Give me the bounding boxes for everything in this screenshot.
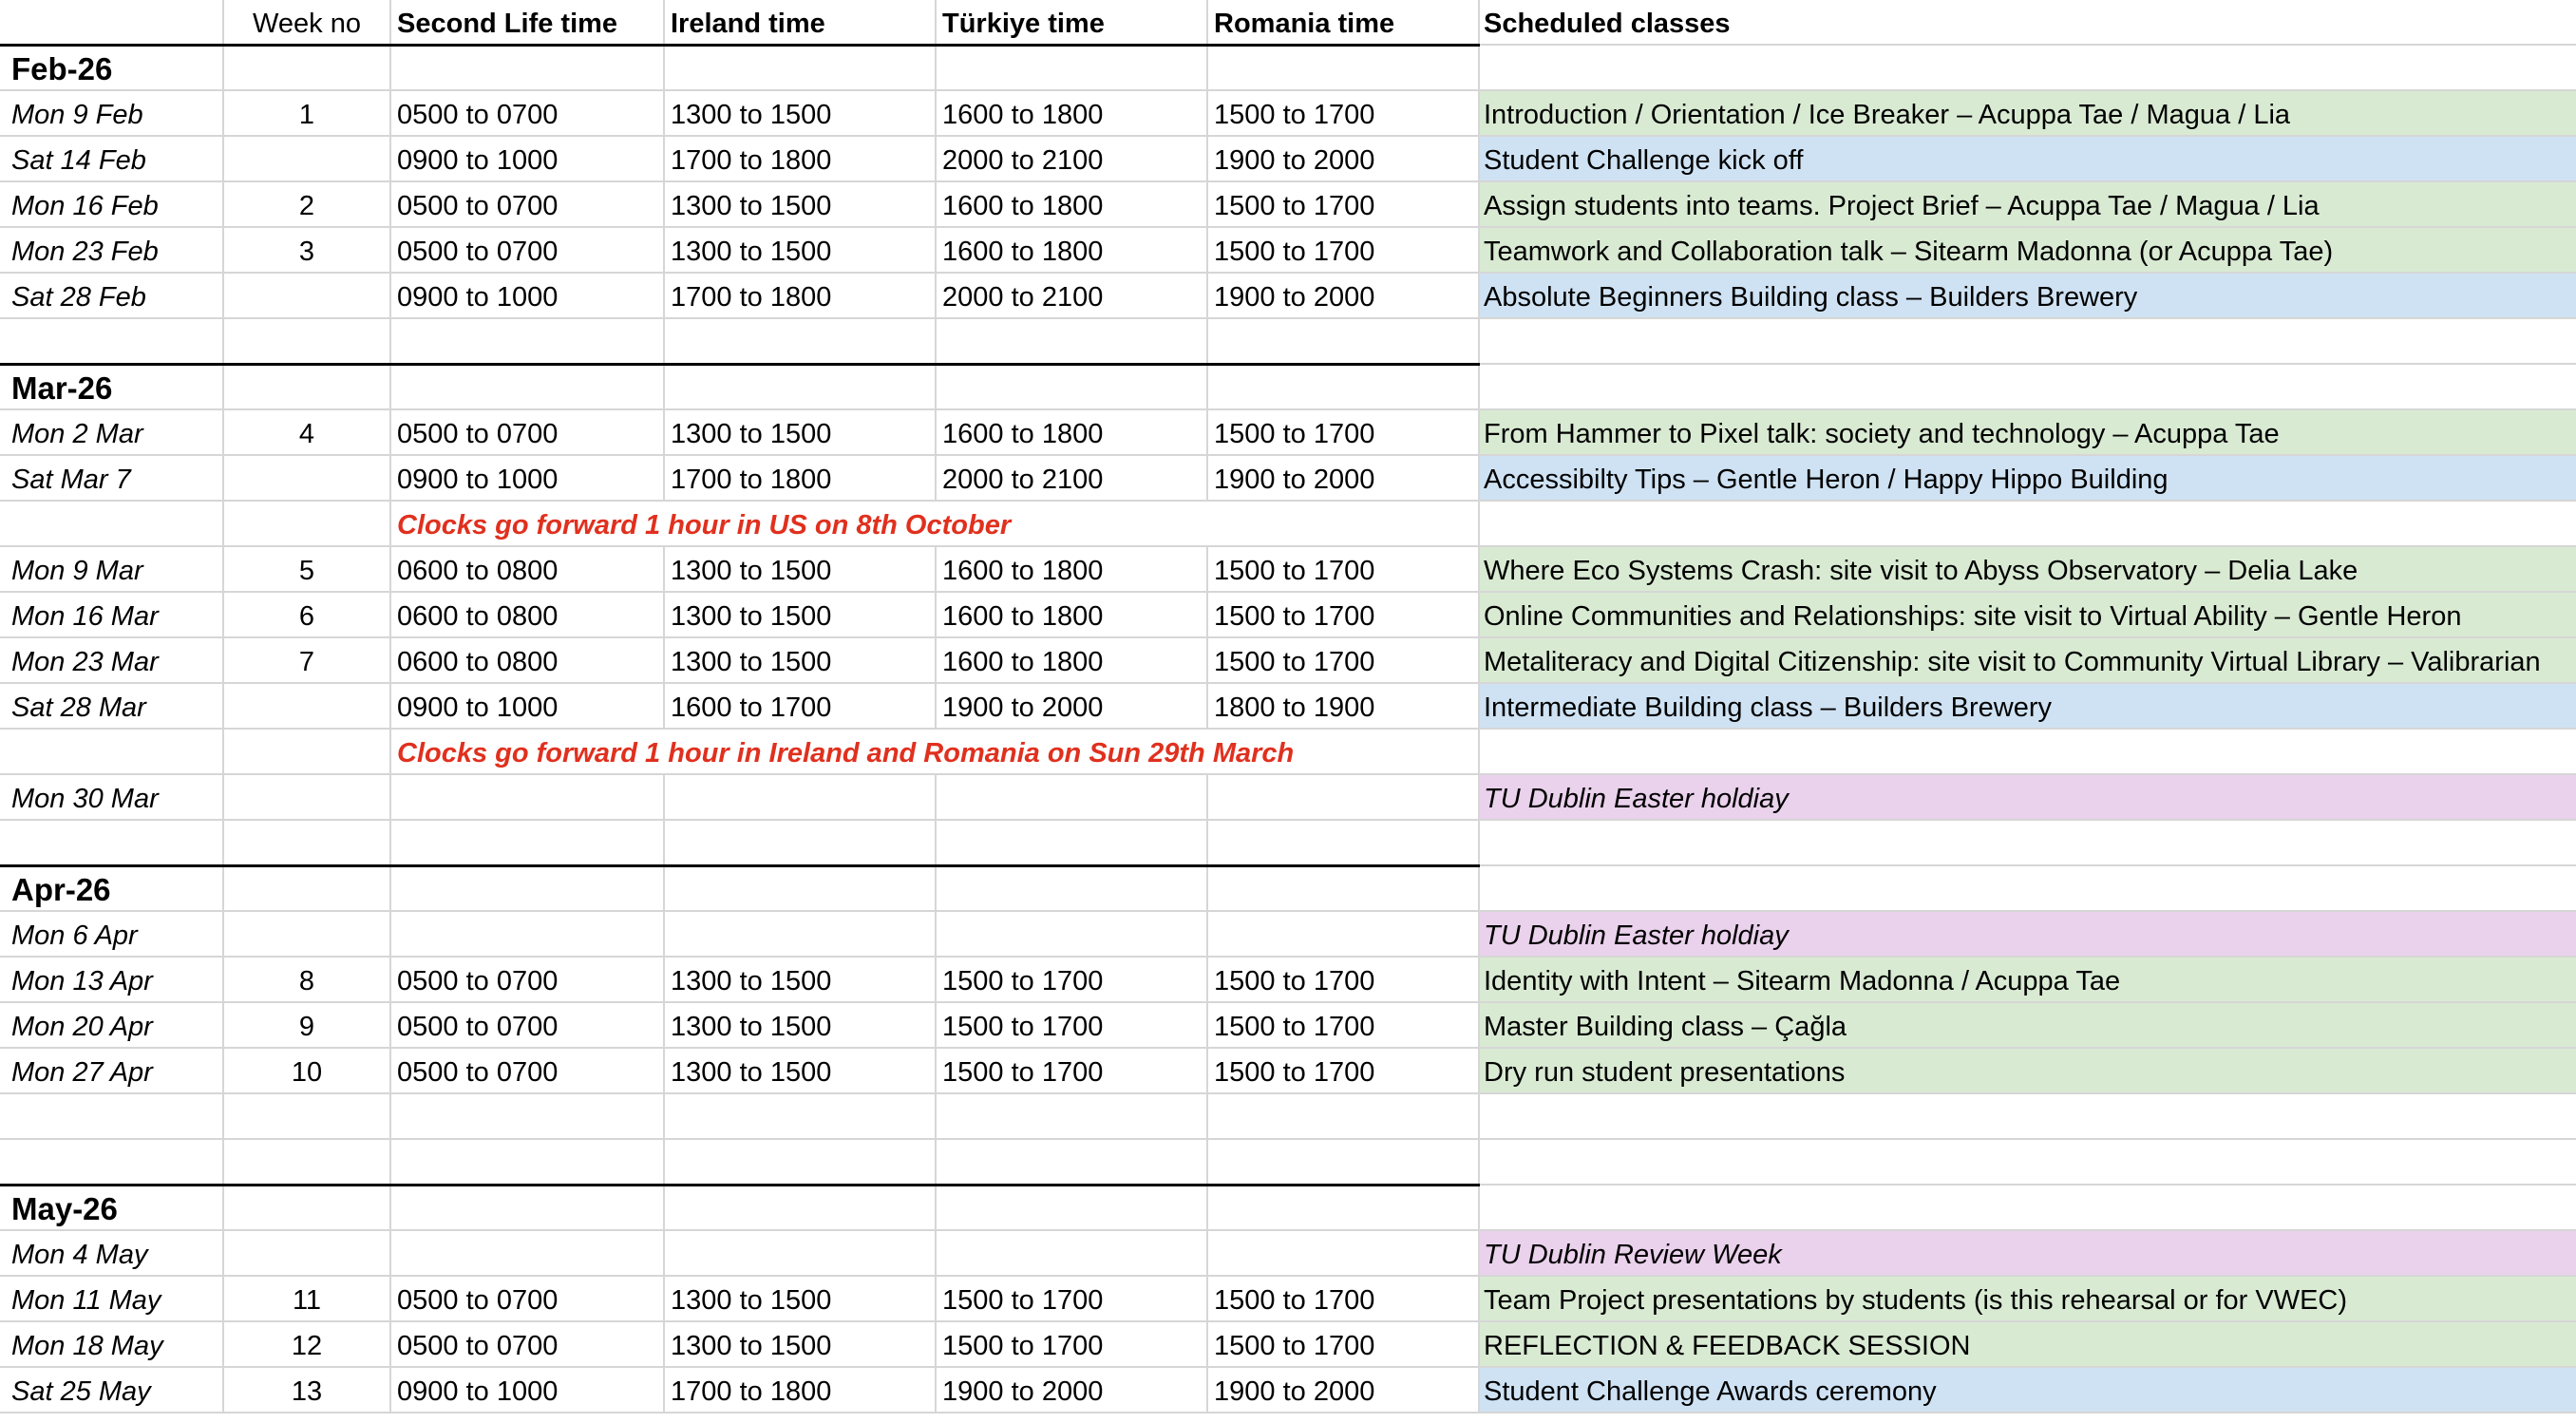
cell-ireland-time[interactable]: 1300 to 1500 (665, 593, 937, 636)
cell-week-no[interactable]: 13 (224, 1368, 391, 1412)
cell-week-no[interactable] (224, 684, 391, 728)
cell-scheduled-class[interactable]: Student Challenge kick off (1480, 137, 2576, 180)
cell-second-life-time[interactable]: 0900 to 1000 (391, 274, 665, 317)
section-divider (0, 44, 1480, 47)
cell-romania-time[interactable]: 1500 to 1700 (1208, 1049, 1480, 1092)
cell-romania-time[interactable] (1208, 821, 1480, 864)
cell-ireland-time[interactable]: 1300 to 1500 (665, 228, 937, 272)
cell-turkiye-time[interactable]: 1600 to 1800 (937, 182, 1208, 226)
cell-week-no[interactable] (224, 866, 391, 910)
cell-week-no[interactable] (224, 274, 391, 317)
cell-date[interactable] (0, 319, 224, 363)
cell-date[interactable]: Mon 20 Apr (0, 1003, 224, 1047)
cell-week-no[interactable] (224, 319, 391, 363)
cell-scheduled-class[interactable] (1480, 319, 2576, 363)
cell-date[interactable]: Mon 23 Mar (0, 638, 224, 682)
cell-scheduled-class[interactable]: Team Project presentations by students (is this rehearsal or for VWEC) (1480, 1277, 2576, 1320)
cell-romania-time[interactable] (1208, 730, 1480, 773)
cell-turkiye-time[interactable] (937, 775, 1208, 819)
cell-date[interactable]: Mar-26 (0, 365, 224, 408)
cell-date[interactable]: Mon 18 May (0, 1322, 224, 1366)
cell-romania-time[interactable] (1208, 775, 1480, 819)
cell-date[interactable]: Mon 2 Mar (0, 410, 224, 454)
cell-ireland-time[interactable] (665, 866, 937, 910)
cell-week-no[interactable]: 8 (224, 958, 391, 1001)
cell-second-life-time[interactable] (391, 821, 665, 864)
cell-date[interactable] (0, 502, 224, 545)
table-row (0, 593, 2576, 638)
cell-second-life-time[interactable]: 0500 to 0700 (391, 1322, 665, 1366)
cell-second-life-time[interactable]: 0500 to 0700 (391, 1049, 665, 1092)
cell-week-no[interactable] (224, 502, 391, 545)
cell-turkiye-time[interactable] (937, 502, 1208, 545)
cell-ireland-time[interactable] (665, 502, 937, 545)
cell-romania-time[interactable]: 1900 to 2000 (1208, 1368, 1480, 1412)
table-row (0, 274, 2576, 319)
cell-romania-time[interactable] (1208, 46, 1480, 89)
cell-date[interactable] (0, 1140, 224, 1184)
cell-week-no[interactable]: 1 (224, 91, 391, 135)
header-row (0, 0, 2576, 46)
cell-second-life-time[interactable]: 0900 to 1000 (391, 456, 665, 500)
cell-scheduled-class[interactable]: TU Dublin Easter holdiay (1480, 912, 2576, 956)
cell-romania-time[interactable] (1208, 1186, 1480, 1229)
cell-scheduled-class[interactable]: From Hammer to Pixel talk: society and technology – Acuppa Tae (1480, 410, 2576, 454)
cell-scheduled-class[interactable]: TU Dublin Review Week (1480, 1231, 2576, 1275)
cell-scheduled-class[interactable]: Master Building class – Çağla (1480, 1003, 2576, 1047)
cell-turkiye-time[interactable]: 1900 to 2000 (937, 1368, 1208, 1412)
table-row (0, 456, 2576, 502)
cell-scheduled-class[interactable] (1480, 502, 2576, 545)
table-row (0, 775, 2576, 821)
cell-ireland-time[interactable] (665, 1186, 937, 1229)
cell-second-life-time[interactable]: 0500 to 0700 (391, 91, 665, 135)
cell-second-life-time[interactable]: 0900 to 1000 (391, 684, 665, 728)
cell-week-no[interactable] (224, 456, 391, 500)
cell-romania-time[interactable]: 1500 to 1700 (1208, 91, 1480, 135)
cell-romania-time[interactable]: 1500 to 1700 (1208, 1003, 1480, 1047)
cell-romania-time[interactable]: 1500 to 1700 (1208, 1322, 1480, 1366)
cell-ireland-time[interactable]: 1300 to 1500 (665, 182, 937, 226)
cell-turkiye-time[interactable]: 2000 to 2100 (937, 456, 1208, 500)
cell-second-life-time[interactable] (391, 1140, 665, 1184)
cell-week-no[interactable]: 11 (224, 1277, 391, 1320)
section-divider (0, 864, 1480, 867)
cell-week-no[interactable]: 7 (224, 638, 391, 682)
table-row (0, 684, 2576, 730)
cell-second-life-time[interactable]: 0500 to 0700 (391, 1277, 665, 1320)
note-row (0, 730, 2576, 775)
cell-ireland-time[interactable] (665, 1231, 937, 1275)
cell-ireland-time[interactable]: 1300 to 1500 (665, 410, 937, 454)
cell-date[interactable]: Mon 27 Apr (0, 1049, 224, 1092)
table-row (0, 1049, 2576, 1094)
cell-ireland-time[interactable] (665, 912, 937, 956)
cell-date[interactable]: Mon 30 Mar (0, 775, 224, 819)
month-row (0, 365, 2576, 410)
cell-scheduled-class[interactable]: Absolute Beginners Building class – Builders Brewery (1480, 274, 2576, 317)
table-row (0, 1368, 2576, 1414)
cell-turkiye-time[interactable] (937, 46, 1208, 89)
cell-second-life-time[interactable]: 0600 to 0800 (391, 638, 665, 682)
cell-turkiye-time[interactable]: 2000 to 2100 (937, 274, 1208, 317)
cell-second-life-time[interactable] (391, 912, 665, 956)
cell-scheduled-class[interactable] (1480, 866, 2576, 910)
cell-romania-time[interactable]: 1500 to 1700 (1208, 593, 1480, 636)
cell-second-life-time[interactable]: 0500 to 0700 (391, 1003, 665, 1047)
cell-date[interactable]: Sat 25 May (0, 1368, 224, 1412)
cell-ireland-time[interactable] (665, 1094, 937, 1138)
cell-date[interactable]: Sat 28 Mar (0, 684, 224, 728)
cell-ireland-time[interactable] (665, 46, 937, 89)
cell-date[interactable]: Mon 23 Feb (0, 228, 224, 272)
cell-turkiye-time[interactable] (937, 866, 1208, 910)
cell-turkiye-time[interactable] (937, 1231, 1208, 1275)
cell-scheduled-class[interactable]: TU Dublin Easter holdiay (1480, 775, 2576, 819)
note-row (0, 502, 2576, 547)
cell-week-no[interactable]: 5 (224, 547, 391, 591)
cell-ireland-time[interactable]: 1600 to 1700 (665, 684, 937, 728)
cell-turkiye-time[interactable]: 1600 to 1800 (937, 638, 1208, 682)
cell-turkiye-time[interactable]: 1900 to 2000 (937, 684, 1208, 728)
cell-ireland-time[interactable] (665, 775, 937, 819)
cell-date[interactable]: Sat 14 Feb (0, 137, 224, 180)
cell-romania-time[interactable] (1208, 1140, 1480, 1184)
table-row (0, 182, 2576, 228)
month-row (0, 46, 2576, 91)
cell-date[interactable]: Mon 16 Mar (0, 593, 224, 636)
cell-scheduled-class[interactable] (1480, 365, 2576, 408)
cell-second-life-time[interactable] (391, 319, 665, 363)
cell-romania-time[interactable]: 1500 to 1700 (1208, 182, 1480, 226)
cell-date[interactable] (0, 821, 224, 864)
cell-scheduled-class[interactable]: Metaliteracy and Digital Citizenship: site visit to Community Virtual Library – Valibrarian (1480, 638, 2576, 682)
cell-ireland-time[interactable]: 1300 to 1500 (665, 1277, 937, 1320)
cell-romania-time[interactable] (1208, 365, 1480, 408)
cell-scheduled-class[interactable] (1480, 46, 2576, 89)
month-row (0, 866, 2576, 912)
cell-romania-time[interactable]: 1900 to 2000 (1208, 274, 1480, 317)
table-row (0, 912, 2576, 958)
section-divider (0, 1184, 1480, 1186)
cell-romania-time[interactable] (1208, 1231, 1480, 1275)
cell-ireland-time[interactable]: 1700 to 1800 (665, 1368, 937, 1412)
cell-romania-time[interactable]: 1500 to 1700 (1208, 958, 1480, 1001)
cell-turkiye-time[interactable] (937, 1186, 1208, 1229)
cell-scheduled-class[interactable]: Introduction / Orientation / Ice Breaker – Acuppa Tae / Magua / Lia (1480, 91, 2576, 135)
cell-ireland-time[interactable]: 1300 to 1500 (665, 1003, 937, 1047)
cell-turkiye-time[interactable]: 1500 to 1700 (937, 958, 1208, 1001)
cell-scheduled-class[interactable]: Dry run student presentations (1480, 1049, 2576, 1092)
cell-ireland-time[interactable] (665, 319, 937, 363)
cell-week-no[interactable] (224, 912, 391, 956)
cell-second-life-time[interactable]: 0500 to 0700 (391, 410, 665, 454)
cell-ireland-time[interactable] (665, 365, 937, 408)
cell-romania-time[interactable]: 1500 to 1700 (1208, 638, 1480, 682)
cell-turkiye-time[interactable]: 1500 to 1700 (937, 1277, 1208, 1320)
table-row (0, 1277, 2576, 1322)
cell-week-no[interactable]: 12 (224, 1322, 391, 1366)
cell-second-life-time[interactable]: 0900 to 1000 (391, 137, 665, 180)
cell-second-life-time[interactable]: 0600 to 0800 (391, 547, 665, 591)
cell-turkiye-time[interactable] (937, 1094, 1208, 1138)
cell-week-no[interactable] (224, 1140, 391, 1184)
cell-turkiye-time[interactable]: 1600 to 1800 (937, 228, 1208, 272)
cell-scheduled-class[interactable]: Student Challenge Awards ceremony (1480, 1368, 2576, 1412)
cell-scheduled-class[interactable]: Teamwork and Collaboration talk – Sitearm Madonna (or Acuppa Tae) (1480, 228, 2576, 272)
cell-ireland-time[interactable]: 1300 to 1500 (665, 547, 937, 591)
cell-second-life-time[interactable]: Clocks go forward 1 hour in Ireland and Romania on Sun 29th March (397, 738, 1295, 768)
header-cell-romania-time[interactable]: Romania time (1208, 0, 1480, 44)
cell-ireland-time[interactable]: 1300 to 1500 (665, 1322, 937, 1366)
cell-week-no[interactable] (224, 730, 391, 773)
cell-turkiye-time[interactable] (937, 912, 1208, 956)
cell-scheduled-class[interactable] (1480, 821, 2576, 864)
cell-date[interactable]: Mon 6 Apr (0, 912, 224, 956)
cell-scheduled-class[interactable]: Intermediate Building class – Builders Brewery (1480, 684, 2576, 728)
cell-week-no[interactable]: 9 (224, 1003, 391, 1047)
table-row (0, 958, 2576, 1003)
cell-week-no[interactable] (224, 1186, 391, 1229)
cell-scheduled-class[interactable]: Accessibilty Tips – Gentle Heron / Happy Hippo Building (1480, 456, 2576, 500)
cell-turkiye-time[interactable]: 1500 to 1700 (937, 1049, 1208, 1092)
cell-ireland-time[interactable] (665, 1140, 937, 1184)
header-cell-ireland-time[interactable]: Ireland time (665, 0, 937, 44)
cell-date[interactable]: Sat Mar 7 (0, 456, 224, 500)
cell-turkiye-time[interactable] (937, 821, 1208, 864)
header-cell-second-life-time[interactable]: Second Life time (391, 0, 665, 44)
cell-turkiye-time[interactable]: 1600 to 1800 (937, 91, 1208, 135)
cell-second-life-time[interactable] (391, 775, 665, 819)
cell-week-no[interactable] (224, 46, 391, 89)
cell-scheduled-class[interactable]: Where Eco Systems Crash: site visit to Abyss Observatory – Delia Lake (1480, 547, 2576, 591)
cell-week-no[interactable] (224, 1094, 391, 1138)
cell-turkiye-time[interactable] (937, 730, 1208, 773)
cell-week-no[interactable]: 6 (224, 593, 391, 636)
month-row (0, 1186, 2576, 1231)
cell-romania-time[interactable] (1208, 502, 1480, 545)
cell-turkiye-time[interactable]: 2000 to 2100 (937, 137, 1208, 180)
cell-turkiye-time[interactable] (937, 1140, 1208, 1184)
cell-second-life-time[interactable]: 0900 to 1000 (391, 1368, 665, 1412)
cell-scheduled-class[interactable]: Identity with Intent – Sitearm Madonna / Acuppa Tae (1480, 958, 2576, 1001)
cell-second-life-time[interactable] (391, 46, 665, 89)
table-row (0, 91, 2576, 137)
cell-date[interactable]: Mon 9 Mar (0, 547, 224, 591)
cell-ireland-time[interactable]: 1300 to 1500 (665, 1049, 937, 1092)
table-row (0, 1322, 2576, 1368)
cell-second-life-time[interactable] (391, 1094, 665, 1138)
cell-scheduled-class[interactable] (1480, 1140, 2576, 1184)
cell-second-life-time[interactable]: 0500 to 0700 (391, 228, 665, 272)
cell-romania-time[interactable] (1208, 319, 1480, 363)
cell-ireland-time[interactable]: 1700 to 1800 (665, 274, 937, 317)
cell-romania-time[interactable] (1208, 912, 1480, 956)
cell-second-life-time[interactable] (391, 1231, 665, 1275)
empty-row (0, 319, 2576, 365)
cell-week-no[interactable]: 4 (224, 410, 391, 454)
cell-ireland-time[interactable] (665, 730, 937, 773)
cell-second-life-time[interactable]: 0500 to 0700 (391, 182, 665, 226)
table-row (0, 1231, 2576, 1277)
cell-romania-time[interactable]: 1900 to 2000 (1208, 137, 1480, 180)
cell-romania-time[interactable]: 1500 to 1700 (1208, 547, 1480, 591)
cell-week-no[interactable] (224, 137, 391, 180)
cell-second-life-time[interactable] (391, 365, 665, 408)
cell-week-no[interactable] (224, 821, 391, 864)
cell-ireland-time[interactable]: 1300 to 1500 (665, 91, 937, 135)
cell-scheduled-class[interactable]: Assign students into teams. Project Brief – Acuppa Tae / Magua / Lia (1480, 182, 2576, 226)
cell-turkiye-time[interactable]: 1600 to 1800 (937, 410, 1208, 454)
cell-turkiye-time[interactable] (937, 365, 1208, 408)
cell-ireland-time[interactable]: 1300 to 1500 (665, 958, 937, 1001)
cell-week-no[interactable]: 2 (224, 182, 391, 226)
cell-date[interactable]: Mon 9 Feb (0, 91, 224, 135)
header-cell-scheduled-classes[interactable]: Scheduled classes (1484, 9, 1731, 39)
cell-turkiye-time[interactable]: 1600 to 1800 (937, 593, 1208, 636)
cell-date[interactable] (0, 1094, 224, 1138)
cell-week-no[interactable] (224, 1231, 391, 1275)
cell-date[interactable]: Sat 28 Feb (0, 274, 224, 317)
table-row (0, 1003, 2576, 1049)
cell-scheduled-class[interactable] (1480, 1094, 2576, 1138)
cell-romania-time[interactable]: 1500 to 1700 (1208, 410, 1480, 454)
cell-week-no[interactable]: 10 (224, 1049, 391, 1092)
cell-second-life-time[interactable]: 0500 to 0700 (391, 958, 665, 1001)
cell-second-life-time[interactable]: 0600 to 0800 (391, 593, 665, 636)
cell-date[interactable]: Mon 13 Apr (0, 958, 224, 1001)
cell-date[interactable] (0, 730, 224, 773)
table-row (0, 228, 2576, 274)
header-cell-week-no[interactable]: Week no (224, 0, 391, 44)
cell-turkiye-time[interactable]: 1600 to 1800 (937, 547, 1208, 591)
cell-date[interactable]: Mon 4 May (0, 1231, 224, 1275)
table-row (0, 410, 2576, 456)
cell-second-life-time[interactable]: Clocks go forward 1 hour in US on 8th October (397, 510, 1012, 541)
cell-date[interactable]: Feb-26 (0, 46, 224, 89)
cell-scheduled-class[interactable] (1480, 730, 2576, 773)
cell-romania-time[interactable]: 1800 to 1900 (1208, 684, 1480, 728)
cell-date[interactable]: Mon 16 Feb (0, 182, 224, 226)
cell-date[interactable]: May-26 (0, 1186, 224, 1229)
table-row (0, 137, 2576, 182)
cell-second-life-time[interactable] (391, 866, 665, 910)
table-row (0, 638, 2576, 684)
cell-romania-time[interactable] (1208, 866, 1480, 910)
cell-week-no[interactable]: 3 (224, 228, 391, 272)
cell-ireland-time[interactable] (665, 821, 937, 864)
cell-romania-time[interactable]: 1500 to 1700 (1208, 228, 1480, 272)
cell-ireland-time[interactable]: 1700 to 1800 (665, 456, 937, 500)
empty-row (0, 821, 2576, 866)
cell-turkiye-time[interactable] (937, 319, 1208, 363)
cell-romania-time[interactable]: 1900 to 2000 (1208, 456, 1480, 500)
header-cell-date[interactable] (0, 0, 224, 44)
cell-week-no[interactable] (224, 775, 391, 819)
empty-row (0, 1140, 2576, 1186)
cell-turkiye-time[interactable]: 1500 to 1700 (937, 1003, 1208, 1047)
cell-scheduled-class[interactable]: Online Communities and Relationships: site visit to Virtual Ability – Gentle Heron (1480, 593, 2576, 636)
cell-romania-time[interactable]: 1500 to 1700 (1208, 1277, 1480, 1320)
cell-ireland-time[interactable]: 1700 to 1800 (665, 137, 937, 180)
table-row (0, 547, 2576, 593)
header-cell-turkiye-time[interactable]: Türkiye time (937, 0, 1208, 44)
cell-turkiye-time[interactable]: 1500 to 1700 (937, 1322, 1208, 1366)
cell-ireland-time[interactable]: 1300 to 1500 (665, 638, 937, 682)
cell-scheduled-class[interactable] (1480, 1186, 2576, 1229)
cell-second-life-time[interactable] (391, 1186, 665, 1229)
empty-row (0, 1094, 2576, 1140)
cell-date[interactable]: Mon 11 May (0, 1277, 224, 1320)
cell-date[interactable]: Apr-26 (0, 866, 224, 910)
section-divider (0, 363, 1480, 366)
cell-week-no[interactable] (224, 365, 391, 408)
cell-scheduled-class[interactable]: REFLECTION & FEEDBACK SESSION (1480, 1322, 2576, 1366)
cell-romania-time[interactable] (1208, 1094, 1480, 1138)
